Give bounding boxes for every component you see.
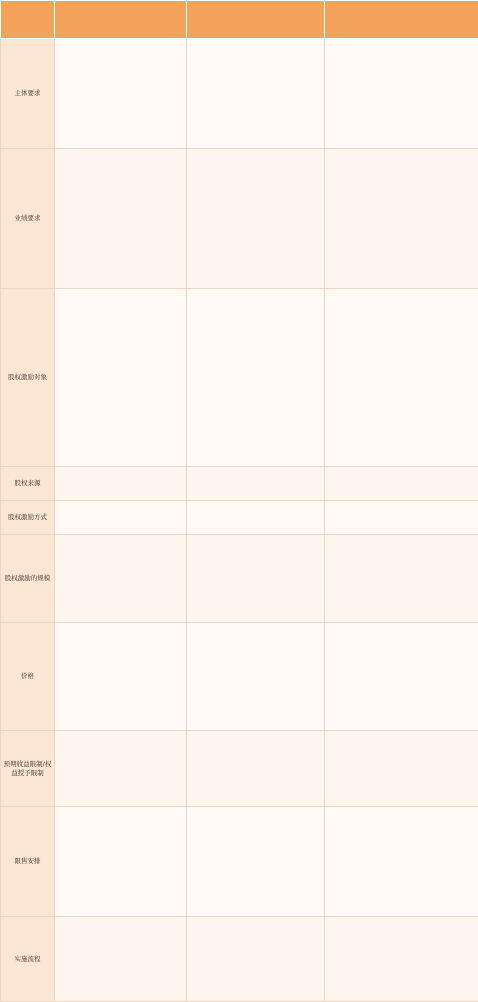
cell-methods-general [55, 501, 187, 535]
cell-recipients-soe [187, 289, 325, 467]
cell-performance-soe [187, 149, 325, 289]
cell-methods-central [325, 501, 478, 535]
cell-procedure-general [55, 917, 187, 1002]
table-row [1, 501, 478, 535]
cell-gain-cap-soe [187, 731, 325, 807]
header-general-regulation [55, 1, 187, 39]
table-row [1, 623, 478, 731]
cell-pricing-general [55, 623, 187, 731]
cell-pricing-soe [187, 623, 325, 731]
cell-qualification-central [325, 39, 478, 149]
row-label-scale: 股权激励的规模 [1, 535, 55, 623]
cell-lockup-soe [187, 807, 325, 917]
cell-source-soe [187, 467, 325, 501]
table-row [1, 149, 478, 289]
table-row [1, 731, 478, 807]
row-label-pricing: 价格 [1, 623, 55, 731]
table-row [1, 467, 478, 501]
table-row [1, 289, 478, 467]
row-label-recipients: 股权激励对象 [1, 289, 55, 467]
cell-performance-general [55, 149, 187, 289]
cell-source-general [55, 467, 187, 501]
cell-recipients-general [55, 289, 187, 467]
table-header-row [1, 1, 478, 39]
cell-recipients-central [325, 289, 478, 467]
cell-methods-soe [187, 501, 325, 535]
cell-qualification-general [55, 39, 187, 149]
table-row [1, 917, 478, 1002]
row-label-methods: 股权激励方式 [1, 501, 55, 535]
header-central-soe-regulation [325, 1, 478, 39]
row-label-lockup: 限售安排 [1, 807, 55, 917]
cell-scale-central [325, 535, 478, 623]
cell-procedure-central [325, 917, 478, 1002]
header-soe-listed-regulation [187, 1, 325, 39]
cell-gain-cap-central [325, 731, 478, 807]
cell-scale-soe [187, 535, 325, 623]
table-row [1, 39, 478, 149]
cell-lockup-general [55, 807, 187, 917]
row-label-performance: 业绩要求 [1, 149, 55, 289]
cell-performance-central [325, 149, 478, 289]
row-label-qualification: 主体要求 [1, 39, 55, 149]
row-label-procedure: 实施流程 [1, 917, 55, 1002]
cell-pricing-central [325, 623, 478, 731]
row-label-source: 股权来源 [1, 467, 55, 501]
cell-procedure-soe [187, 917, 325, 1002]
header-corner [1, 1, 55, 39]
cell-scale-general [55, 535, 187, 623]
table-row [1, 535, 478, 623]
cell-gain-cap-general [55, 731, 187, 807]
cell-qualification-soe [187, 39, 325, 149]
table-row [1, 807, 478, 917]
cell-lockup-central [325, 807, 478, 917]
row-label-gain-cap: 预期收益限制/权益授予限制 [1, 731, 55, 807]
cell-source-central [325, 467, 478, 501]
